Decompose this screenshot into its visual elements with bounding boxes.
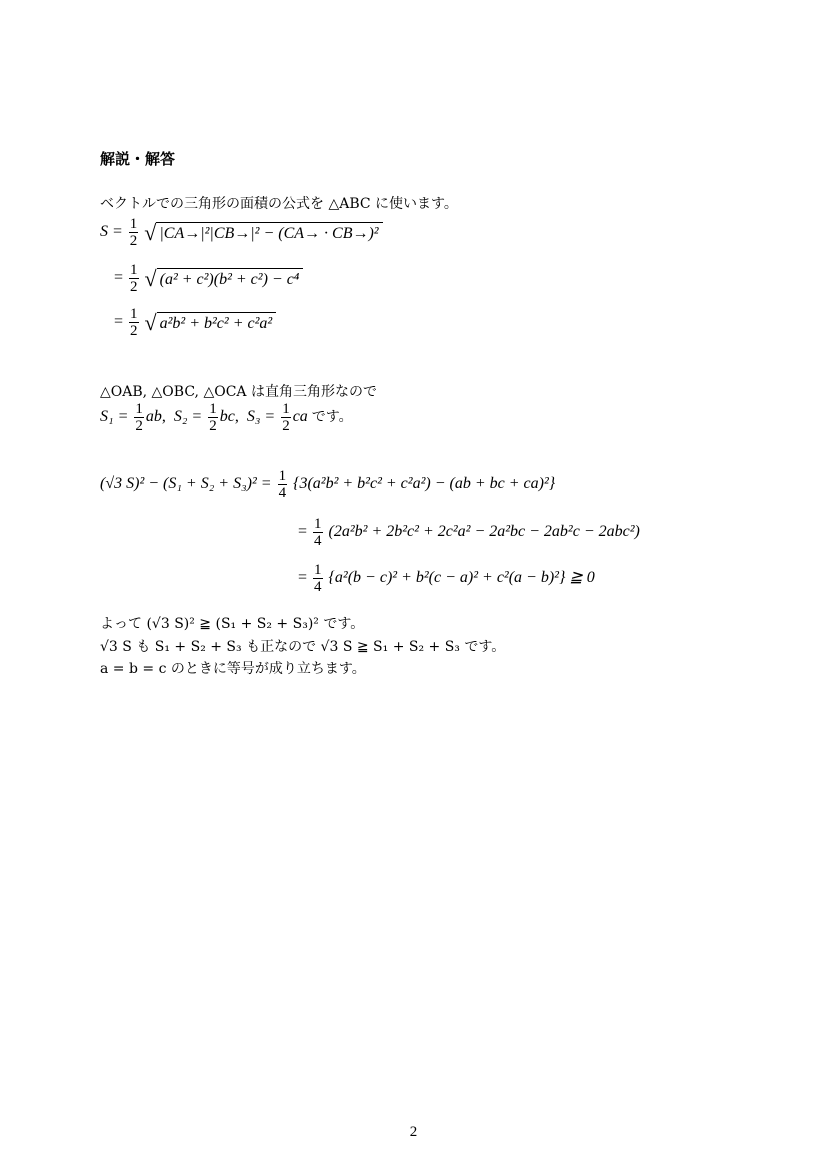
fraction-half: $\frac{1}{2}$: [135, 401, 143, 434]
fraction-quarter: $\frac{1}{4}$: [314, 562, 322, 595]
fraction-quarter: $\frac{1}{4}$: [314, 516, 322, 549]
page-number: 2: [409, 1124, 418, 1140]
areas-line: S₁ = $\frac{1}{2}$ ab, S₂ = $\frac{1}{2}$ bc, S₃ = $\frac{1}{2}$ ca です。: [100, 401, 353, 434]
fraction-half: $\frac{1}{2}$: [209, 401, 217, 434]
difference-row-3: = $\frac{1}{4}$ {a²(b − c)² + b²(c − a)² + c²(a − b)²} ≧ 0: [298, 562, 595, 595]
area-formula-row-3: = $\frac{1}{2}$ √ a²b² + b²c² + c²a²: [114, 306, 276, 339]
fraction-half: $\frac{1}{2}$: [130, 306, 138, 339]
eq1-lhs: S =: [100, 223, 123, 241]
difference-row-2: = $\frac{1}{4}$ (2a²b² + 2b²c² + 2c²a² − 2a²bc − 2ab²c − 2abc²): [298, 516, 640, 549]
intro-line: ベクトルでの三角形の面積の公式を △ABC に使います。: [100, 196, 458, 212]
right-triangles-line: △OAB, △OBC, △OCA は直角三角形なので: [100, 384, 377, 400]
area-formula-row-1: [100, 216, 383, 249]
conclusion-line-1: よって (√3 S)² ≧ (S₁ + S₂ + S₃)² です。: [100, 616, 365, 632]
conclusion-line-2: √3 S も S₁ + S₂ + S₃ も正なので √3 S ≧ S₁ + S₂ + S₃ です。: [100, 639, 506, 655]
sqrt-icon: √ (a² + c²)(b² + c²) − c⁴: [145, 266, 304, 292]
fraction-half: $\frac{1}{2}$: [129, 216, 138, 249]
fraction-half: $\frac{1}{2}$: [130, 262, 138, 295]
section-heading: 解説・解答: [100, 150, 176, 168]
difference-row-1: (√3 S)² − (S₁ + S₂ + S₃)² = $\frac{1}{4}$ {3(a²b² + b²c² + c²a²) − (ab + bc + ca)²}: [100, 468, 556, 501]
fraction-half: $\frac{1}{2}$: [282, 401, 290, 434]
sqrt-icon: √ a²b² + b²c² + c²a²: [145, 310, 277, 336]
area-formula-row-2: = $\frac{1}{2}$ √ (a² + c²)(b² + c²) − c⁴: [114, 262, 303, 295]
conclusion-line-3: a = b = c のときに等号が成り立ちます。: [100, 661, 366, 677]
fraction-quarter: $\frac{1}{4}$: [278, 468, 287, 501]
sqrt-icon: √ |CA→|²|CB→|² − (CA→ · CB→)²: [144, 220, 382, 246]
